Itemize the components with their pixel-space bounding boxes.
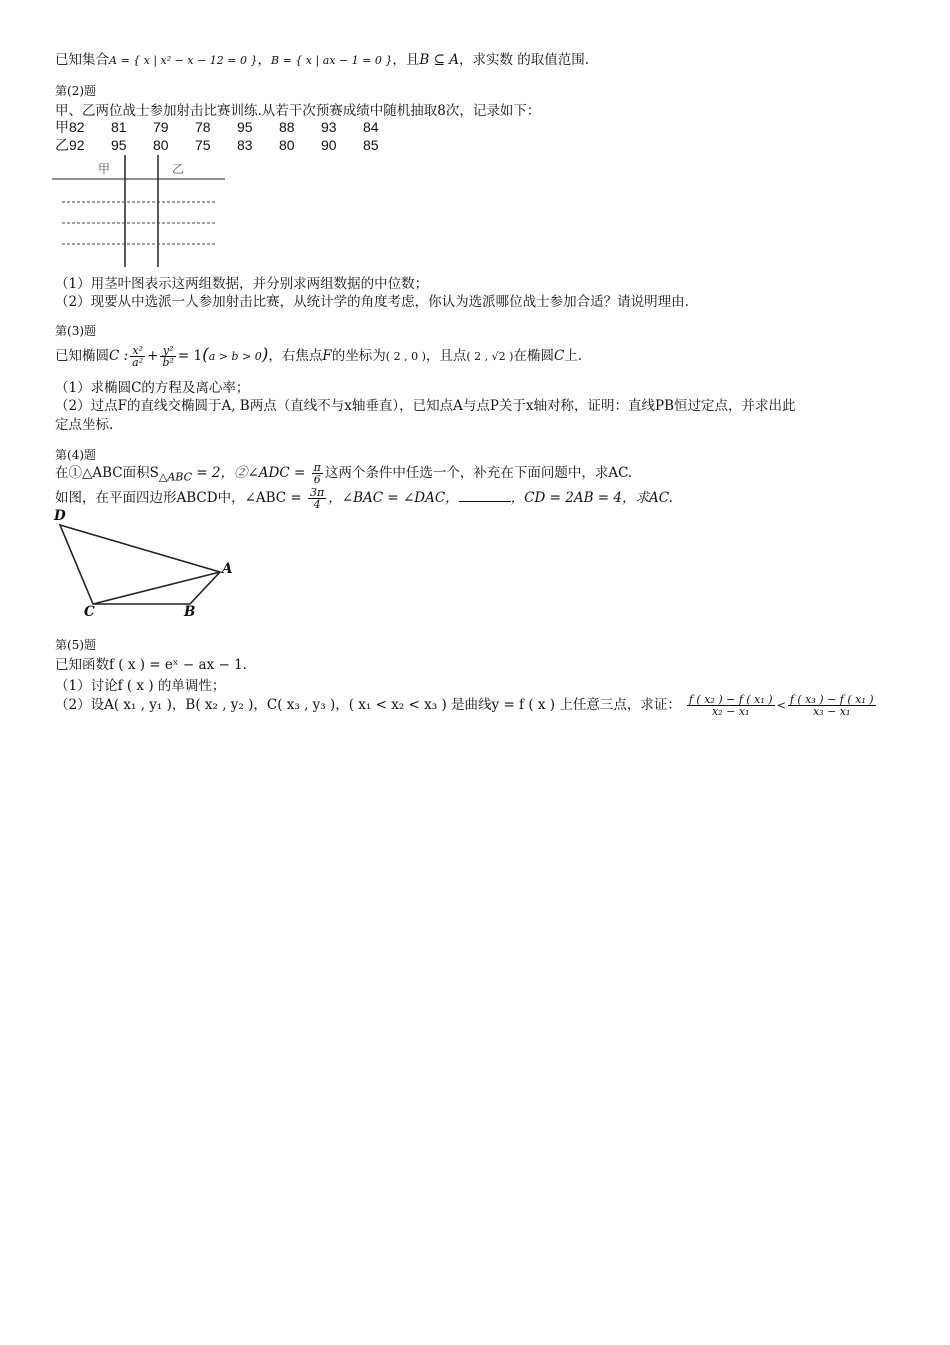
q2-heading [55,82,96,99]
q5-num: (5) [67,638,85,652]
q4-text-c: 这两个条件中任选一个，补充在下面问题中，求AC. [324,465,633,481]
q3-frac-y: $\frac{\text{y²}}{\text{b²}}$ [162,344,174,369]
q3-cond-inner: a > b > 0 [208,350,262,363]
q3-point: ( 2 , √2 ) [466,350,514,363]
q4-text-b2: ，∠BAC = ∠DAC， [328,490,459,506]
q3-label-post: 题 [84,324,97,338]
q3-text-d: ，且点 [425,348,467,364]
q1-subset: B ⊆ A [419,52,459,68]
q2-jia-score: 95 [237,119,253,135]
q3-num: (3) [67,324,85,338]
q2-yi-score: 80 [153,137,169,153]
q5-frac2 [788,694,876,717]
q3-eq: = 1 [177,348,203,364]
q2-jia-score: 84 [363,119,379,135]
q5-part2 [55,690,878,721]
q5-frac1 [687,694,775,717]
q3-text-f: 上. [564,348,583,364]
q4-text-b: = 2，②∠ADC = [192,465,310,481]
q4-frac-3pi4: $\frac{3\pi}{4}$ [310,486,325,511]
q3-frac-x: $\frac{\text{x²}}{\text{a²}}$ [132,344,144,369]
quadrilateral-svg [50,508,240,623]
q3-cond-close: ) [261,345,269,365]
q5-frac2-num: f ( x₃ ) − f ( x₁ ) [789,693,874,706]
stem-leaf-left-header: 甲 [98,162,111,176]
q2-yi-label: 乙 [55,137,69,153]
q4-text-a: 在①△ABC面积S [55,465,159,481]
q2-label-post: 题 [84,84,97,98]
q2-yi-score: 75 [195,137,211,153]
q3-part1: （1）求椭圆C的方程及离心率； [55,380,250,396]
q3-text-e: 在椭圆 [513,348,554,364]
label-c: C [84,604,95,620]
q2-yi-score: 90 [321,137,337,153]
q3-text-a: 已知椭圆 [55,348,109,364]
q5-label-pre: 第 [55,638,68,652]
q2-jia-score: 79 [153,119,169,135]
q3-text-b: ，右焦点 [268,348,323,364]
q1-set-a: A = { x | x² − x − 12 = 0 } [109,54,258,67]
q3-cond: ( [202,345,209,365]
q2-intro: 甲、乙两位战士参加射击比赛训练.从若干次预赛成绩中随机抽取8次，记录如下： [55,103,541,119]
q4-text-c2: ，CD = 2AB = 4，求AC. [510,490,673,506]
q4-label-pre: 第 [55,448,68,462]
q5-label-post: 题 [84,638,97,652]
q4-sub: △ABC [158,470,192,484]
q2-jia-label: 甲 [55,119,69,135]
q2-jia-score: 82 [69,119,85,135]
q5-part2-text: （2）设A( x₁ , y₁ )，B( x₂ , y₂ )，C( x₃ , y₃ )，( x₁ < x₂ < x₃ ) 是曲线y = f ( x ) 上任意三点，求证： [55,697,681,713]
q3-part2-cont: 定点坐标. [55,417,114,433]
q5-frac2-den: x₃ − x₁ [812,705,851,718]
q2-jia-score: 93 [321,119,337,135]
q2-yi-score: 83 [237,137,253,153]
q2-yi-row [55,135,405,155]
q1-text: 已知集合 [55,52,109,68]
q2-part2: （2）现要从中选派一人参加射击比赛，从统计学的角度考虑，你认为选派哪位战士参加合适？请说明理由. [55,294,689,310]
q1-tail: ，求实数 的取值范围. [458,52,590,68]
q2-yi-score: 80 [279,137,295,153]
q2-jia-row [55,117,405,137]
q4-blank [459,491,511,502]
q4-label-post: 题 [84,448,97,462]
label-d: D [54,508,66,524]
q5-frac1-den: x₂ − x₁ [712,705,750,718]
q5-frac1-num: f ( x₂ ) − f ( x₁ ) [688,693,773,706]
q3-part2: （2）过点F的直线交椭圆于A, B两点（直线不与x轴垂直），已知点A与点P关于x轴对称，证明：直线PB恒过定点，并求出此 [55,398,796,414]
q3-f: F [322,348,332,364]
q5-lt: < [776,699,786,712]
q4-num: (4) [67,448,85,462]
label-a: A [222,561,233,577]
q3-line1 [55,340,582,372]
q3-ellipse-c: C : [109,348,129,364]
stem-leaf-right-header: 乙 [172,162,185,176]
q2-num: (2) [67,84,85,98]
q3-heading [55,322,96,339]
stem-leaf-frame [52,155,227,270]
q3-text-c: 的坐标为 [331,348,386,364]
quadrilateral-figure [50,508,240,623]
q4-text-a2: 如图，在平面四边形ABCD中，∠ABC = [55,490,307,506]
q2-yi-score: 85 [363,137,379,153]
q4-frac-pi6: $\frac{\pi}{6}$ [313,461,321,486]
q5-heading [55,636,96,653]
q3-label-pre: 第 [55,324,68,338]
q1-cond: ，且 [392,52,420,68]
q2-jia-score: 88 [279,119,295,135]
q2-yi-score: 95 [111,137,127,153]
q1-set-b: B = { x | ax − 1 = 0 } [271,54,393,67]
q5-line1: 已知函数f ( x ) = eˣ − ax − 1. [55,657,247,673]
q2-part1: （1）用茎叶图表示这两组数据，并分别求两组数据的中位数； [55,276,429,292]
stem-leaf-lines [52,155,227,270]
q1-line [55,48,589,68]
q3-c: C [553,348,565,364]
q2-jia-score: 81 [111,119,127,135]
q5-part1: （1）讨论f ( x ) 的单调性； [55,678,226,694]
q2-label-pre: 第 [55,84,68,98]
label-b: B [184,604,196,620]
q2-jia-score: 78 [195,119,211,135]
q3-focus: ( 2 , 0 ) [385,350,426,363]
q3-plus: + [147,348,159,364]
q1-comma: ， [257,52,271,68]
q2-yi-score: 92 [69,137,85,153]
